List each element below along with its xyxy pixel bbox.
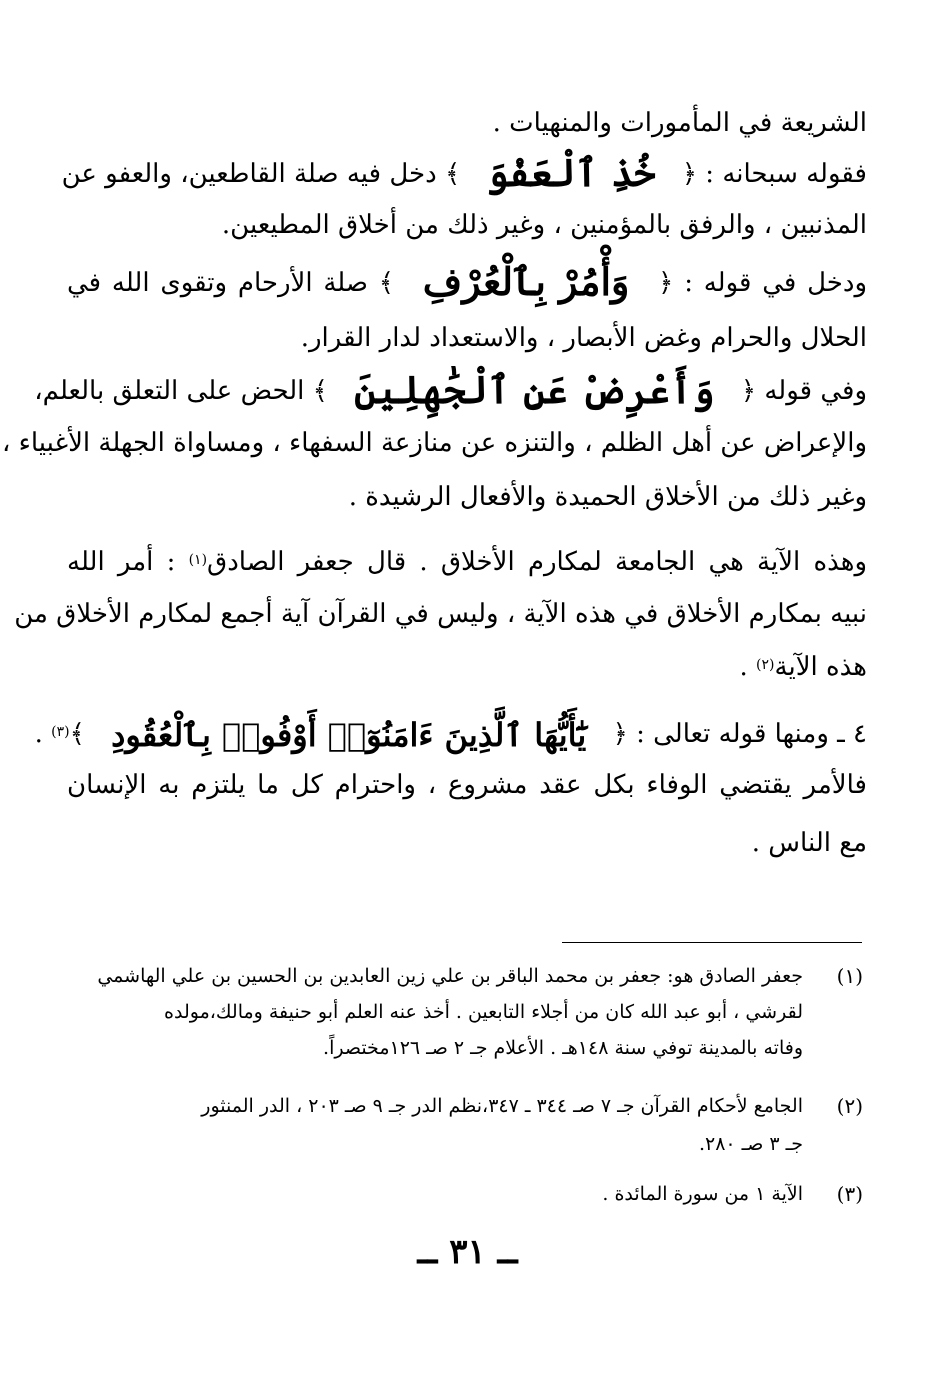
text-line-11-part-a: هذه الآية [774, 652, 867, 682]
footnote-ref-1[interactable]: (١) [188, 552, 208, 568]
footnote-1-line-3: وفاته بالمدينة توفي سنة ١٤٨هـ . الأعلام جـ ٢ صـ ١٢٦مختصراً. [323, 1037, 803, 1059]
footnote-2 [73, 1090, 863, 1164]
text-line-3 [67, 205, 867, 245]
quran-verse-aljahilin: وَأَعْرِضْ عَنِ ٱلْجَٰهِلِينَ [354, 367, 715, 412]
text-line-11-part-b: . [739, 652, 757, 682]
text-line-9 [67, 540, 867, 582]
footnote-1-line-2: لقرشي ، أبو عبد الله كان من أجلاء التابعين . أخذ عنه العلم أبو حنيفة ومالك،مولده [164, 1001, 803, 1023]
item-4-intro: ٤ ـ ومنها قوله تعالى : ﴿ [612, 719, 867, 749]
text-line-12 [34, 712, 867, 755]
text-line-5 [67, 318, 867, 358]
footnote-ref-2[interactable]: (٢) [756, 657, 775, 673]
quran-verse-alafw: خُذِ ٱلْعَفْوَ [486, 150, 656, 195]
footnote-2-line-2: جـ ٣ صـ ٢٨٠. [698, 1133, 803, 1155]
text-line-13 [67, 765, 867, 805]
verse-intro: ودخل في قوله : ﴿ [658, 268, 868, 298]
text-line-3-content: المذنبين ، والرفق بالمؤمنين ، وغير ذلك من أخلاق المطيعين. [221, 210, 867, 240]
text-line-13-content: فالأمر يقتضي الوفاء بكل عقد مشروع ، واحترام كل ما يلتزم به الإنسان [67, 770, 867, 800]
text-line-10 [14, 594, 867, 634]
text-line-11 [67, 645, 867, 687]
footnote-1-number: (١) [836, 964, 863, 988]
verse-commentary: ﴾ صلة الأرحام وتقوى الله في [67, 268, 394, 298]
text-line-6 [34, 367, 867, 412]
item-4-end: . [34, 719, 52, 749]
text-line-5-content: الحلال والحرام وغض الأبصار ، والاستعداد لدار القرار. [300, 323, 867, 353]
text-line-7 [2, 423, 867, 463]
text-line-1-content: الشريعة في المأمورات والمنهيات . [492, 108, 867, 138]
text-line-10-content: نبيه بمكارم الأخلاق في هذه الآية ، وليس في القرآن آية أجمع لمكارم الأخلاق من [14, 599, 867, 629]
quran-verse-aluqud: يَٰٓأَيُّهَا ٱلَّذِينَ ءَامَنُوٓا۟ أَوْفُوا۟ بِٱلْعُقُودِ [111, 716, 587, 754]
verse-close-bracket: ﴾ [69, 719, 85, 749]
text-line-8-content: وغير ذلك من الأخلاق الحميدة والأفعال الرشيدة . [348, 482, 867, 512]
text-line-8 [67, 477, 867, 517]
text-line-1 [67, 103, 867, 143]
footnote-1 [73, 960, 863, 1070]
footnote-3-number: (٣) [836, 1182, 863, 1206]
text-line-7-content: والإعراض عن أهل الظلم ، والتنزه عن منازعة السفهاء ، ومساواة الجهلة الأغبياء ، [2, 428, 867, 458]
text-line-2 [61, 150, 867, 195]
verse-intro: وفي قوله ﴿ [740, 376, 867, 406]
footnote-3 [73, 1178, 863, 1214]
verse-intro: فقوله سبحانه : ﴿ [681, 159, 867, 189]
footnote-1-line-1: جعفر الصادق هو: جعفر بن محمد الباقر بن علي زين العابدين بن الحسين بن علي الهاشمي [97, 965, 803, 987]
footnote-2-line-1: الجامع لأحكام القرآن جـ ٧ صـ ٣٤٤ ـ ٣٤٧،نظم الدر جـ ٩ صـ ٢٠٣ ، الدر المنثور [201, 1095, 803, 1117]
text-line-9-part-a: وهذه الآية هي الجامعة لمكارم الأخلاق . قال جعفر الصادق [207, 547, 867, 577]
page-number: ــ ٣١ ــ [417, 1232, 518, 1272]
footnote-3-line-1: الآية ١ من سورة المائدة . [602, 1183, 803, 1205]
footnote-2-number: (٢) [836, 1094, 863, 1118]
text-line-9-part-b: : أمر الله [67, 547, 189, 577]
text-line-14 [67, 823, 867, 863]
quran-verse-alurf: وَأْمُرْ بِٱلْعُرْفِ [422, 259, 630, 304]
footnote-separator [562, 942, 862, 943]
footnote-ref-3[interactable]: (٣) [51, 724, 70, 740]
verse-commentary: ﴾ دخل فيه صلة القاطعين، والعفو عن [61, 159, 461, 189]
text-line-4 [67, 259, 868, 304]
text-line-14-content: مع الناس . [751, 828, 867, 858]
verse-commentary: ﴾ الحض على التعلق بالعلم، [34, 376, 328, 406]
